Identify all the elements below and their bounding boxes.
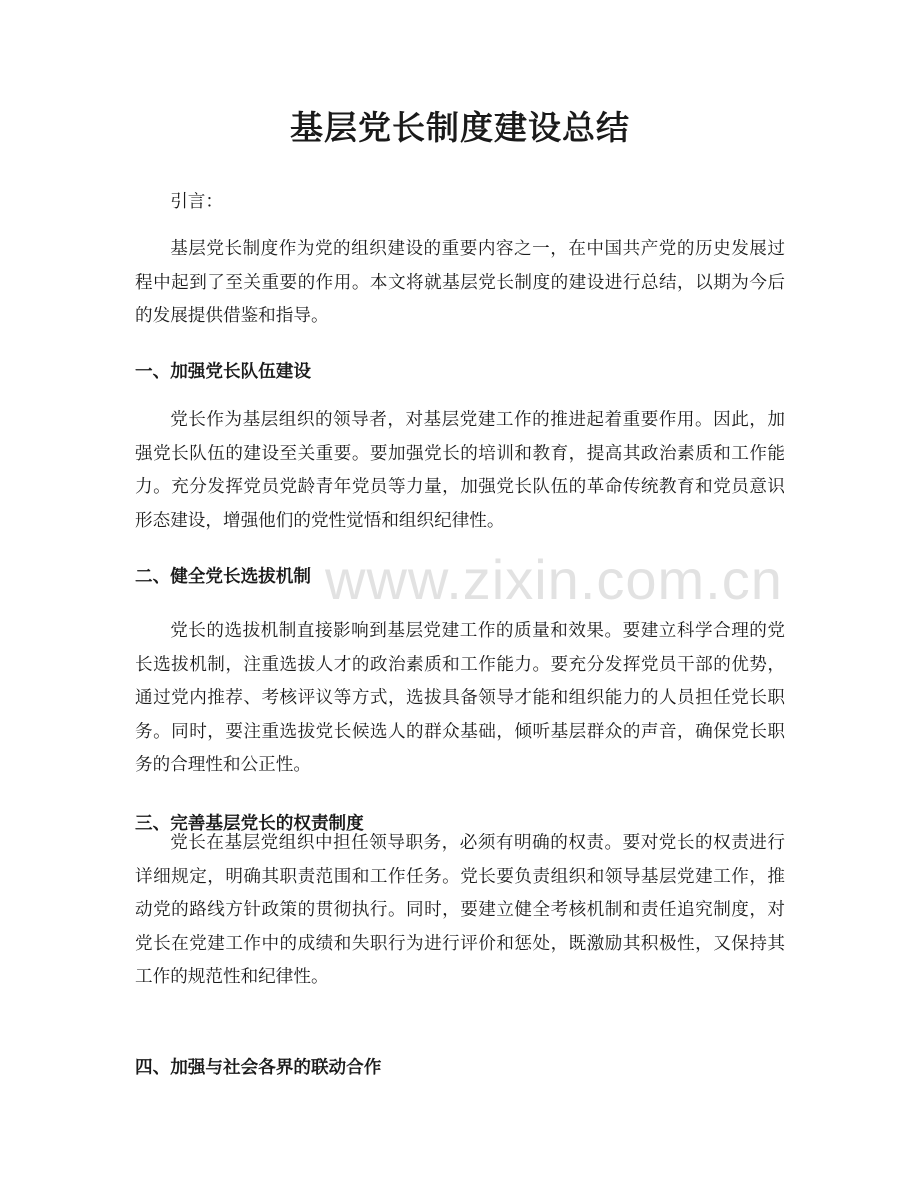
section-paragraph-3: 党长在基层党组织中担任领导职务，必须有明确的权责。要对党长的权责进行详细规定，明确其职责范围和工作任务。党长要负责组织和领导基层党建工作，推动党的路线方针政策的贯彻执行。同时，要建立健全考核机制和责任追究制度，对党长在党建工作中的成绩和失职行为进行评价和惩处，既激励其积极性，又保持其工作的规范性和纪律性。 [135,833,785,988]
document-title: 基层党长制度建设总结 [290,108,630,147]
watermark: www.zixin.com.cn [325,548,783,611]
section-paragraph-2: 党长的选拔机制直接影响到基层党建工作的质量和效果。要建立科学合理的党长选拔机制，注重选拔人才的政治素质和工作能力。要充分发挥党员干部的优势，通过党内推荐、考核评议等方式，选拔具备领导才能和组织能力的人员担任党长职务。同时，要注重选拔党长候选人的群众基础，倾听基层群众的声音，确保党长职务的合理性和公正性。 [135,621,785,776]
intro-paragraph: 基层党长制度作为党的组织建设的重要内容之一，在中国共产党的历史发展过程中起到了至关重要的作用。本文将就基层党长制度的建设进行总结，以期为今后的发展提供借鉴和指导。 [135,239,785,327]
section-heading-4: 四、加强与社会各界的联动合作 [135,1058,382,1078]
section-heading-1: 一、加强党长队伍建设 [135,362,311,382]
section-paragraph-1: 党长作为基层组织的领导者，对基层党建工作的推进起着重要作用。因此，加强党长队伍的建设至关重要。要加强党长的培训和教育，提高其政治素质和工作能力。充分发挥党员党龄青年党员等力量，加强党长队伍的革命传统教育和党员意识形态建设，增强他们的党性觉悟和组织纪律性。 [135,410,785,531]
intro-label: 引言： [170,192,223,212]
section-heading-3: 三、完善基层党长的权责制度 [135,814,364,834]
section-heading-2: 二、健全党长选拔机制 [135,567,311,587]
